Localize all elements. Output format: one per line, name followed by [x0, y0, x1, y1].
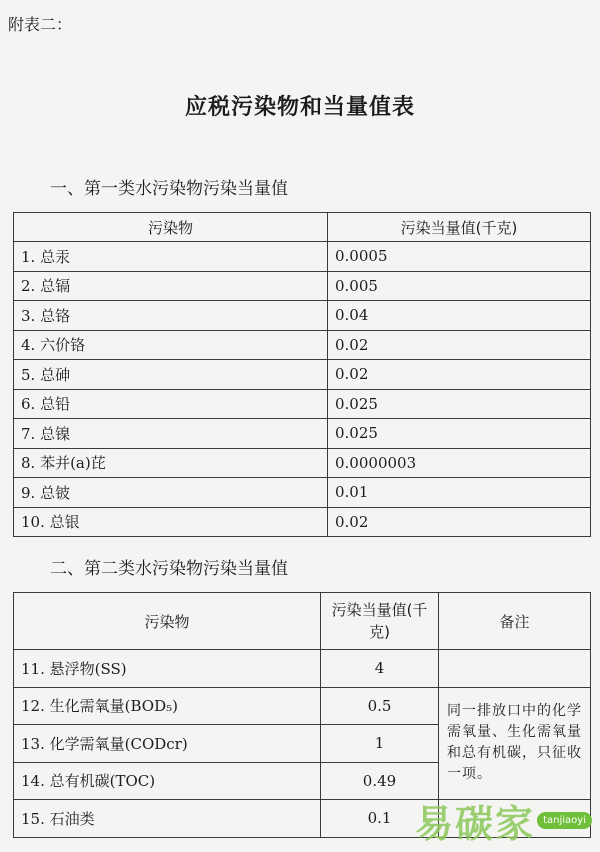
- table-row: [14, 507, 591, 537]
- pollutant-name: 9. 总铍: [14, 478, 328, 508]
- header-pollutant: 污染物: [14, 593, 321, 650]
- pollutant-name: 1. 总汞: [14, 242, 328, 272]
- pollutant-name: 8. 苯并(a)芘: [14, 448, 328, 478]
- section2-title: 二、第二类水污染物污染当量值: [50, 559, 288, 579]
- table-header-row: [14, 593, 591, 650]
- pollutant-name: 6. 总铅: [14, 389, 328, 419]
- equivalent-value: 0.0005: [328, 242, 591, 272]
- header-remarks: 备注: [439, 593, 591, 650]
- equivalent-value: 0.0000003: [328, 448, 591, 478]
- watermark-badge: tanjiaoyi: [537, 812, 592, 829]
- table-row: [14, 301, 591, 331]
- header-equivalent: 污染当量值(千克): [321, 593, 439, 650]
- table-row: [14, 419, 591, 449]
- pollutant-name: 4. 六价铬: [14, 330, 328, 360]
- equivalent-value: 4: [321, 650, 439, 688]
- pollutant-name: 11. 悬浮物(SS): [14, 650, 321, 688]
- remark-note: 同一排放口中的化学需氧量、生化需氧量和总有机碳，只征收一项。: [439, 687, 591, 800]
- pollutant-name: 5. 总砷: [14, 360, 328, 390]
- pollutant-name: 14. 总有机碳(TOC): [14, 762, 321, 800]
- appendix-label: 附表二：: [8, 15, 73, 34]
- remark-cell-empty: [439, 650, 591, 688]
- header-pollutant: 污染物: [14, 213, 328, 242]
- pollutant-name: 15. 石油类: [14, 800, 321, 838]
- table-header-row: [14, 213, 591, 242]
- pollutant-name: 2. 总镉: [14, 271, 328, 301]
- section1-title: 一、第一类水污染物污染当量值: [50, 179, 288, 199]
- table-row: [14, 687, 591, 725]
- equivalent-value: 0.49: [321, 762, 439, 800]
- site-watermark: [415, 793, 592, 848]
- table-row: [14, 242, 591, 272]
- equivalent-value: 1: [321, 725, 439, 763]
- document-title: 应税污染物和当量值表: [184, 94, 415, 120]
- equivalent-value: 0.01: [328, 478, 591, 508]
- table-row: [14, 478, 591, 508]
- table-row: [14, 271, 591, 301]
- equivalent-value: 0.5: [321, 687, 439, 725]
- table-row: [14, 389, 591, 419]
- table-row: [14, 360, 591, 390]
- equivalent-value: 0.025: [328, 389, 591, 419]
- pollutant-name: 10. 总银: [14, 507, 328, 537]
- pollutant-name: 3. 总铬: [14, 301, 328, 331]
- header-equivalent: 污染当量值(千克): [328, 213, 591, 242]
- equivalent-value: 0.02: [328, 330, 591, 360]
- equivalent-value: 0.025: [328, 419, 591, 449]
- table-row: [14, 330, 591, 360]
- watermark-text: 易碳家: [415, 802, 536, 846]
- pollutant-name: 13. 化学需氧量(CODcr): [14, 725, 321, 763]
- pollutant-name: 12. 生化需氧量(BOD₅): [14, 687, 321, 725]
- equivalent-value: 0.1: [321, 800, 439, 838]
- equivalent-value: 0.02: [328, 360, 591, 390]
- table-row: [14, 448, 591, 478]
- equivalent-value: 0.02: [328, 507, 591, 537]
- table-row: [14, 650, 591, 688]
- equivalent-value: 0.005: [328, 271, 591, 301]
- equivalent-value: 0.04: [328, 301, 591, 331]
- pollutant-table-1: [13, 212, 591, 537]
- pollutant-name: 7. 总镍: [14, 419, 328, 449]
